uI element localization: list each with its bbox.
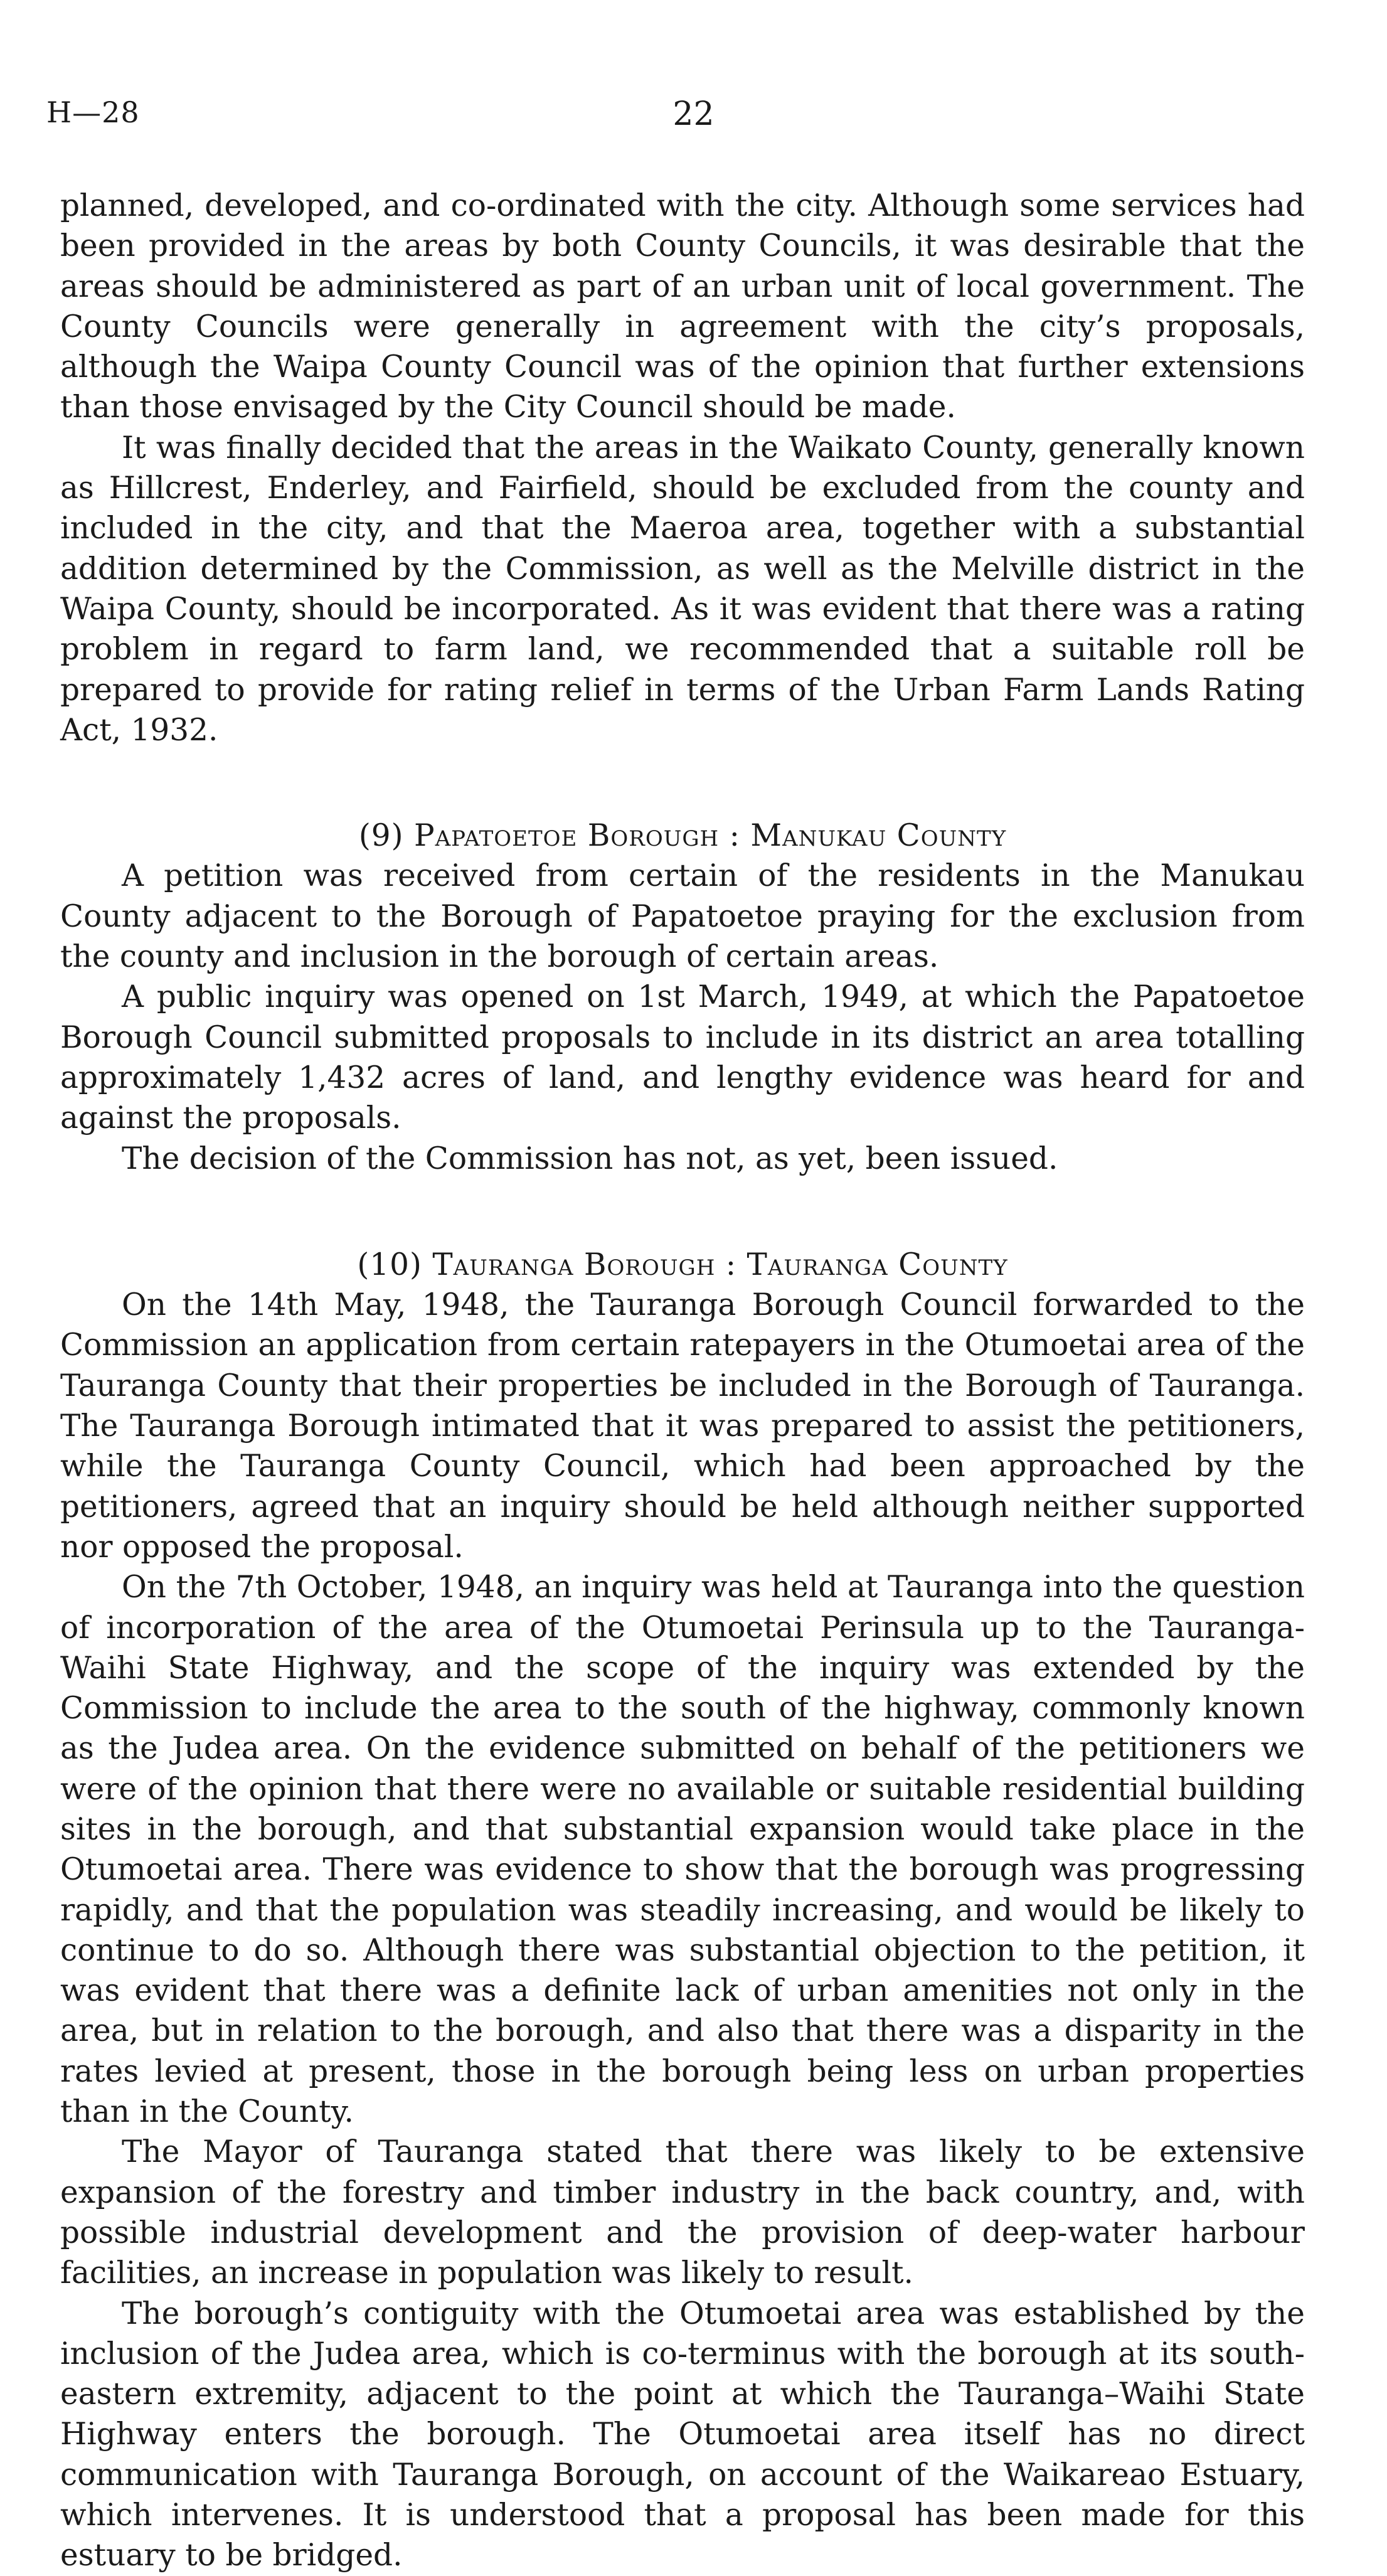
page-number: 22 bbox=[672, 95, 715, 133]
paragraph: The decision of the Commission has not, as yet, been issued. bbox=[122, 1141, 1058, 1176]
paragraph: The borough’s contiguity with the Otumoetai area was established by the inclusion of the Judea area, which is co-terminus with the borough at its south-eastern extremity, adjacent to the point at which the Tauranga–Waihi State Highway enters the borough. The Otumoetai area itself has no direct communication with Tauranga Borough, on account of the Waikareao Estuary, which intervenes. It is understood that a proposal has been made for this estuary to be bridged. bbox=[60, 2296, 1305, 2573]
paragraph-continued: planned, developed, and co-ordinated with the city. Although some services had been provided in the areas by both County Councils, it was desirable that the areas should be administered as part of an urban unit of local government. The County Councils were generally in agreement with the city’s proposals, although the Waipa County Council was of the opinion that further extensions than those envisaged by the City Council should be made. bbox=[60, 188, 1305, 425]
section-heading-tauranga: (10) Tauranga Borough : Tauranga County bbox=[357, 1247, 1008, 1282]
paragraph: A petition was received from certain of the residents in the Manukau County adjacent to the Borough of Papatoetoe praying for the exclusion from the county and inclusion in the borough of certain areas. bbox=[60, 858, 1305, 975]
paragraph: On the 7th October, 1948, an inquiry was held at Tauranga into the question of incorporation of the area of the Otumoetai Perinsula up to the Tauranga-Waihi State Highway, and the scope of the inquiry was extended by the Commission to include the area to the south of the highway, commonly known as the Judea area. On the evidence submitted on behalf of the petitioners we were of the opinion that there were no available or suitable residential building sites in the borough, and that substantial expansion would take place in the Otumoetai area. There was evidence to show that the borough was progressing rapidly, and that the population was steadily increasing, and would be likely to continue to do so. Although there was substantial objection to the petition, it was evident that there was a definite lack of urban amenities not only in the area, but in relation to the borough, and also that there was a disparity in the rates levied at present, those in the borough being less on urban properties than in the County. bbox=[60, 1570, 1305, 2130]
page-body bbox=[60, 186, 1305, 2576]
page-header bbox=[46, 95, 1341, 139]
paragraph: A public inquiry was opened on 1st March, 1949, at which the Papatoetoe Borough Council submitted proposals to include in its district an area totalling approximately 1,432 acres of land, and lengthy evidence was heard for and against the proposals. bbox=[60, 979, 1305, 1136]
paragraph: The Mayor of Tauranga stated that there was likely to be extensive expansion of the forestry and timber industry in the back country, and, with possible industrial development and the provision of deep-water harbour facilities, an increase in population was likely to result. bbox=[60, 2134, 1305, 2291]
paragraph: On the 14th May, 1948, the Tauranga Borough Council forwarded to the Commission an application from certain ratepayers in the Otumoetai area of the Tauranga County that their properties be included in the Borough of Tauranga. The Tauranga Borough intimated that it was prepared to assist the petitioners, while the Tauranga County Council, which had been approached by the petitioners, agreed that an inquiry should be held although neither supported nor opposed the proposal. bbox=[60, 1287, 1305, 1565]
paragraph: It was finally decided that the areas in the Waikato County, generally known as Hillcrest, Enderley, and Fairfield, should be excluded from the county and included in the city, and that the Maeroa area, together with a substantial addition determined by the Commission, as well as the Melville district in the Waipa County, should be incorporated. As it was evident that there was a rating problem in regard to farm land, we recommended that a suitable roll be prepared to provide for rating relief in terms of the Urban Farm Lands Rating Act, 1932. bbox=[60, 430, 1305, 748]
document-reference: H—28 bbox=[46, 95, 140, 129]
section-heading-papatoetoe: (9) Papatoetoe Borough : Manukau County bbox=[358, 818, 1007, 854]
